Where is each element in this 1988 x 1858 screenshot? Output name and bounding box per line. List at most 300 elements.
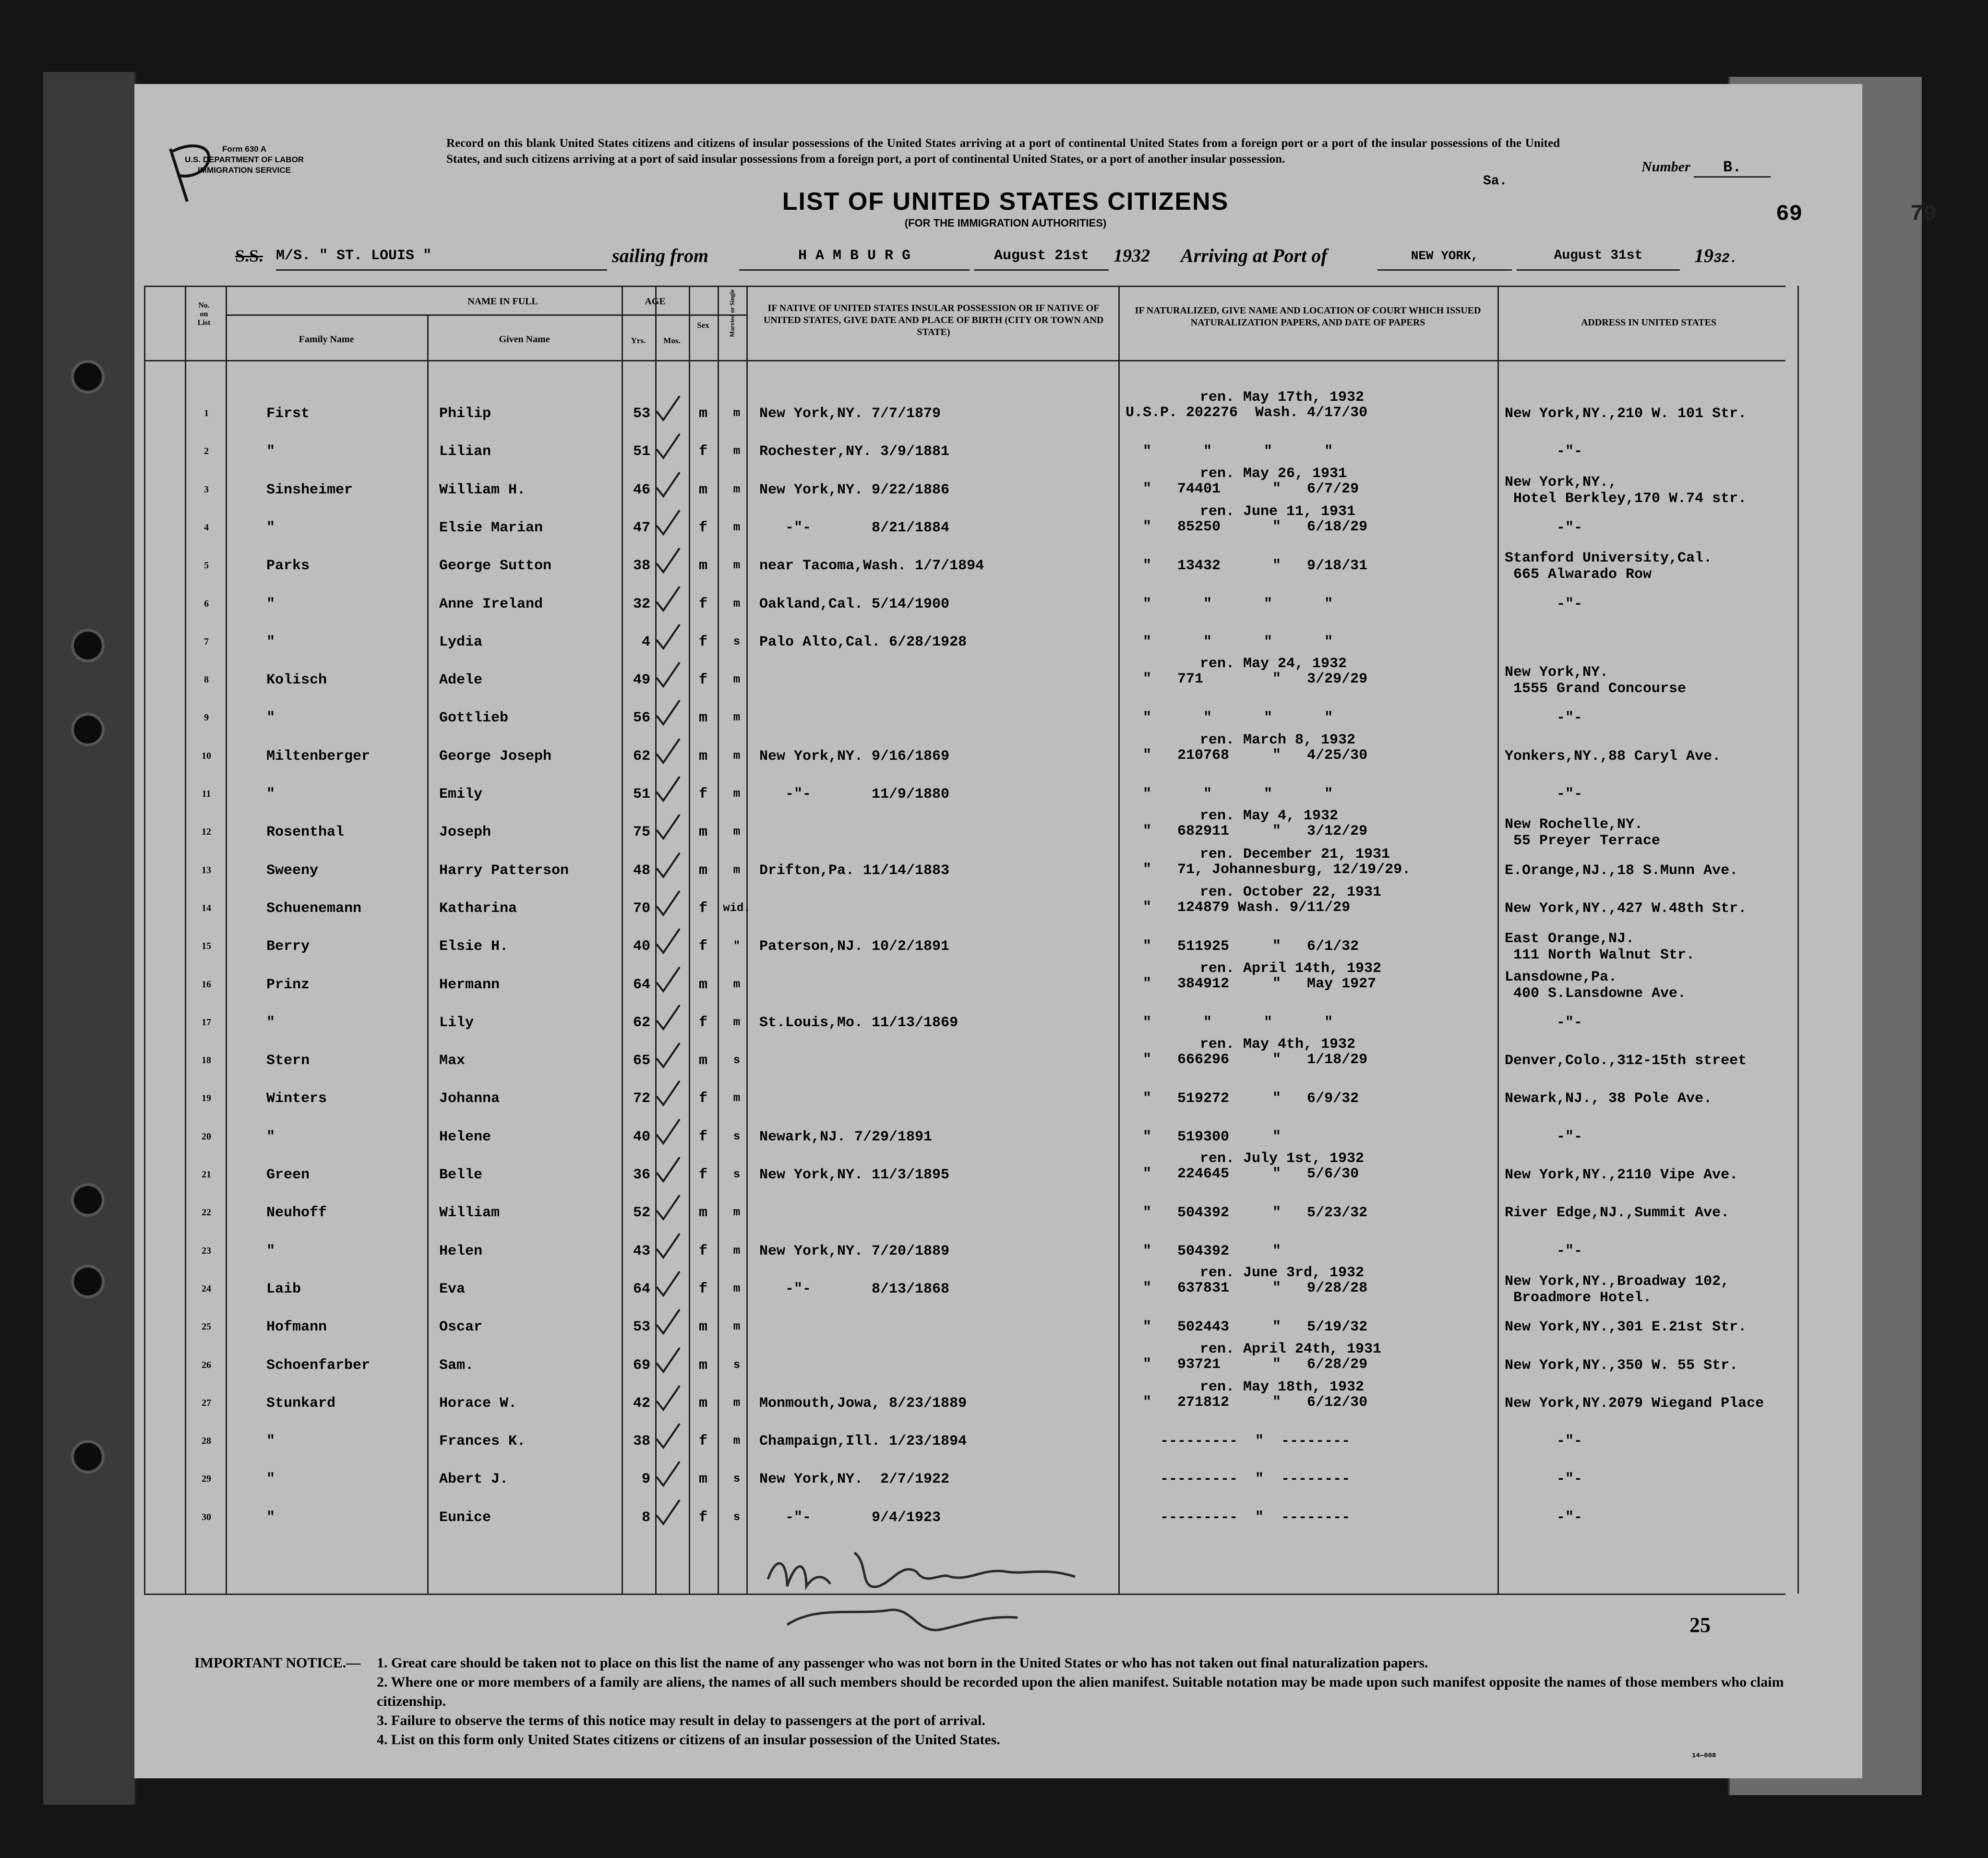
check-mark-icon	[653, 623, 682, 650]
family-name-cell: Laib	[266, 1281, 301, 1297]
marital-status-cell: m	[733, 978, 741, 991]
row-number-cell: 22	[202, 1207, 211, 1218]
family-name-cell: Green	[266, 1167, 310, 1183]
check-mark-icon	[653, 1461, 682, 1487]
row-number-cell: 20	[202, 1131, 211, 1142]
sex-cell: m	[698, 1357, 707, 1374]
naturalization-renewal-cell: ren. March 8, 1932	[1200, 731, 1356, 748]
row-number-cell: 23	[202, 1245, 211, 1256]
notice-item: 4. List on this form only United States citizens or citizens of an insular possession of the United States.	[377, 1732, 1000, 1748]
family-name-cell: Stern	[266, 1053, 310, 1069]
binder-hole	[71, 1265, 105, 1298]
birthplace-cell: Monmouth,Jowa, 8/23/1889	[759, 1395, 967, 1412]
arrival-year-suffix: 32.	[1713, 252, 1738, 266]
age-years-cell: 4	[641, 634, 650, 650]
notice-item: 2. Where one or more members of a family are aliens, the names of all such members should be recorded upon the alien manifest. Suitable notation may be made upon such manifest opposite the names of those members who claim citizenship.	[377, 1674, 1784, 1709]
marital-status-cell: s	[733, 635, 741, 648]
arrival-year-prefix: 19	[1694, 245, 1713, 266]
row-number-cell: 25	[202, 1321, 211, 1332]
sex-cell: m	[698, 824, 707, 841]
marital-status-cell: m	[733, 749, 741, 763]
header-naturalization: IF NATURALIZED, GIVE NAME AND LOCATION OF COURT WHICH ISSUED NATURALIZATION PAPERS, AND DATE OF PAPERS	[1135, 305, 1481, 328]
given-name-cell: George Joseph	[439, 748, 552, 765]
address-cell-line2: Broadmore Hotel.	[1505, 1289, 1652, 1306]
check-mark-icon	[653, 738, 682, 765]
header-mos: Mos.	[663, 336, 681, 345]
header-address: ADDRESS IN UNITED STATES	[1581, 317, 1717, 328]
marital-status-cell: m	[733, 1320, 741, 1334]
check-mark-icon	[653, 1118, 682, 1145]
birthplace-cell: New York,NY. 11/3/1895	[759, 1167, 950, 1183]
sex-cell: m	[698, 862, 707, 879]
address-cell: -"-	[1505, 1243, 1583, 1259]
address-cell: E.Orange,NJ.,18 S.Munn Ave.	[1505, 862, 1738, 879]
departure-year: 1932	[1114, 246, 1150, 266]
row-number-cell: 16	[202, 979, 211, 990]
given-name-cell: Anne Ireland	[439, 596, 543, 612]
check-mark-icon	[653, 1423, 682, 1450]
address-cell-line2: 400 S.Lansdowne Ave.	[1505, 985, 1687, 1002]
subheader-rule	[226, 314, 746, 316]
marital-status-cell: wid.	[723, 901, 751, 915]
form-identifier: Form 630 A U.S. DEPARTMENT OF LABOR IMMIGRATION SERVICE	[185, 144, 304, 175]
marital-status-cell: m	[733, 1016, 741, 1029]
vessel-prefix-struck: S.S.	[235, 246, 263, 265]
departure-date: August 21st	[974, 242, 1109, 271]
sex-cell: f	[698, 519, 707, 536]
row-number-cell: 10	[202, 750, 211, 761]
binder-strip	[43, 72, 136, 1805]
notice-item: 1. Great care should be taken not to place on this list the name of any passenger who was not born in the United States or who has not taken out final naturalization papers.	[377, 1655, 1428, 1671]
form-subtitle: (FOR THE IMMIGRATION AUTHORITIES)	[904, 217, 1107, 229]
check-mark-icon	[653, 1347, 682, 1374]
naturalization-cell: " 637831 " 9/28/28	[1126, 1280, 1368, 1296]
vessel-field	[276, 242, 607, 271]
given-name-cell: Emily	[439, 786, 483, 803]
birthplace-cell: St.Louis,Mo. 11/13/1869	[759, 1014, 958, 1031]
sex-cell: m	[698, 710, 707, 727]
marital-status-cell: s	[733, 1168, 741, 1181]
naturalization-cell: " " " "	[1126, 1014, 1333, 1031]
naturalization-cell: U.S.P. 202276 Wash. 4/17/30	[1126, 405, 1368, 421]
address-cell: New York,NY.,350 W. 55 Str.	[1505, 1357, 1738, 1374]
column-rule	[144, 286, 145, 1594]
marital-status-cell: s	[733, 1054, 741, 1067]
given-name-cell: Sam.	[439, 1357, 474, 1374]
marital-status-cell: m	[733, 1435, 741, 1448]
check-mark-icon	[653, 699, 682, 726]
row-number-cell: 28	[202, 1436, 211, 1447]
marital-status-cell: m	[733, 521, 741, 534]
marital-status-cell: m	[733, 445, 741, 458]
address-cell: Stanford University,Cal.	[1505, 550, 1713, 567]
notice-list	[377, 1654, 1793, 1750]
check-mark-icon	[653, 547, 682, 574]
sex-cell: f	[698, 634, 707, 650]
vessel-name: " ST. LOUIS "	[319, 248, 432, 264]
naturalization-cell: --------- " --------	[1126, 1433, 1351, 1450]
naturalization-cell: " 124879 Wash. 9/11/29	[1126, 899, 1351, 916]
row-number-cell: 21	[202, 1169, 211, 1180]
form-title: LIST OF UNITED STATES CITIZENS	[782, 188, 1229, 216]
age-years-cell: 49	[633, 672, 650, 689]
family-name-cell: "	[266, 710, 275, 727]
sa-mark: Sa.	[1483, 174, 1508, 189]
given-name-cell: Elsie Marian	[439, 519, 543, 536]
check-mark-icon	[653, 395, 682, 422]
given-name-cell: Johanna	[439, 1091, 500, 1107]
naturalization-renewal-cell: ren. July 1st, 1932	[1200, 1151, 1365, 1167]
notice-label: IMPORTANT NOTICE.—	[194, 1655, 361, 1671]
naturalization-cell: " " " "	[1126, 444, 1333, 460]
family-name-cell: Prinz	[266, 976, 310, 993]
family-name-cell: "	[266, 1014, 275, 1031]
check-mark-icon	[653, 471, 682, 498]
column-rule	[427, 314, 429, 1594]
naturalization-renewal-cell: ren. May 4th, 1932	[1200, 1036, 1356, 1053]
naturalization-cell: " 93721 " 6/28/29	[1126, 1356, 1368, 1373]
binder-hole	[71, 360, 105, 394]
given-name-cell: Eva	[439, 1281, 466, 1297]
address-cell: New York,NY.,2110 Vipe Ave.	[1505, 1167, 1738, 1183]
check-mark-icon	[653, 1156, 682, 1183]
naturalization-cell: " 210768 " 4/25/30	[1126, 747, 1368, 764]
address-cell: New York,NY.,210 W. 101 Str.	[1505, 406, 1747, 422]
age-years-cell: 64	[633, 1281, 650, 1297]
column-rule	[1497, 286, 1499, 1594]
age-years-cell: 38	[633, 1433, 650, 1450]
birthplace-cell: Oakland,Cal. 5/14/1900	[759, 596, 950, 612]
family-name-cell: Miltenberger	[266, 748, 371, 765]
marital-status-cell: m	[733, 1092, 741, 1105]
address-cell: River Edge,NJ.,Summit Ave.	[1505, 1205, 1730, 1222]
row-number-cell: 17	[202, 1017, 211, 1028]
naturalization-cell: " " " "	[1126, 596, 1333, 612]
sex-cell: f	[698, 596, 707, 612]
address-cell: -"-	[1505, 786, 1583, 803]
check-mark-icon	[653, 1233, 682, 1259]
number-label: Number	[1641, 159, 1690, 175]
family-name-cell: "	[266, 1471, 275, 1488]
birthplace-cell: New York,NY. 7/7/1879	[759, 406, 941, 422]
age-years-cell: 51	[633, 444, 650, 460]
sex-cell: m	[698, 406, 707, 422]
marital-status-cell: m	[733, 483, 741, 496]
marital-status-cell: m	[733, 407, 741, 420]
family-name-cell: "	[266, 1243, 275, 1259]
age-years-cell: 62	[633, 748, 650, 765]
sailing-from-label: sailing from	[612, 245, 709, 266]
arrival-date: August 31st	[1517, 242, 1680, 271]
birthplace-cell: Palo Alto,Cal. 6/28/1928	[759, 634, 967, 650]
given-name-cell: Lilian	[439, 444, 491, 460]
departure-port: H A M B U R G	[739, 242, 970, 271]
naturalization-cell: " 511925 " 6/1/32	[1126, 938, 1359, 955]
naturalization-renewal-cell: ren. June 11, 1931	[1200, 503, 1356, 520]
age-years-cell: 64	[633, 976, 650, 993]
naturalization-cell: --------- " --------	[1126, 1509, 1351, 1526]
sex-cell: m	[698, 748, 707, 765]
family-name-cell: "	[266, 596, 275, 612]
birthplace-cell: New York,NY. 9/16/1869	[759, 748, 950, 765]
age-years-cell: 65	[633, 1053, 650, 1069]
footer-code: 14—608	[1692, 1752, 1716, 1760]
arrival-year	[1694, 242, 1737, 269]
sex-cell: m	[698, 1395, 707, 1412]
sex-cell: f	[698, 1091, 707, 1107]
given-name-cell: Helen	[439, 1243, 483, 1259]
naturalization-cell: " 74401 " 6/7/29	[1126, 480, 1359, 497]
birthplace-cell: New York,NY. 2/7/1922	[759, 1471, 950, 1488]
marital-status-cell: m	[733, 788, 741, 801]
given-name-cell: Eunice	[439, 1509, 491, 1526]
sex-cell: f	[698, 1243, 707, 1259]
row-number-cell: 24	[202, 1283, 211, 1294]
age-years-cell: 52	[633, 1205, 650, 1222]
age-years-cell: 48	[633, 862, 650, 879]
header-yrs: Yrs.	[631, 336, 646, 345]
family-name-cell: Neuhoff	[266, 1205, 327, 1222]
table-top-rule	[144, 286, 1785, 287]
naturalization-cell: " 682911 " 3/12/29	[1126, 823, 1368, 840]
address-cell: -"-	[1505, 519, 1583, 536]
given-name-cell: Philip	[439, 406, 491, 422]
age-years-cell: 40	[633, 1128, 650, 1145]
marital-status-cell: m	[733, 1396, 741, 1410]
given-name-cell: Max	[439, 1053, 466, 1069]
address-cell: New York,NY.,Broadway 102,	[1505, 1273, 1730, 1290]
sex-cell: f	[698, 1281, 707, 1297]
column-rule	[185, 286, 186, 1594]
sex-cell: f	[698, 1014, 707, 1031]
address-cell: Newark,NJ., 38 Pole Ave.	[1505, 1091, 1713, 1107]
row-number-cell: 13	[202, 864, 211, 875]
sex-cell: f	[698, 444, 707, 460]
row-number-cell: 2	[204, 446, 209, 457]
check-mark-icon	[653, 661, 682, 688]
given-name-cell: Katharina	[439, 900, 517, 917]
age-years-cell: 9	[641, 1471, 650, 1488]
check-mark-icon	[653, 509, 682, 536]
row-number-cell: 8	[204, 674, 209, 685]
address-cell: New York,NY.2079 Wiegand Place	[1505, 1395, 1764, 1412]
naturalization-renewal-cell: ren. April 14th, 1932	[1200, 960, 1382, 977]
address-cell: -"-	[1505, 1471, 1583, 1488]
address-cell-line2: Hotel Berkley,170 W.74 str.	[1505, 490, 1747, 507]
given-name-cell: Harry Patterson	[439, 862, 569, 879]
birthplace-cell: Drifton,Pa. 11/14/1883	[759, 862, 950, 879]
row-number-cell: 15	[202, 941, 211, 952]
row-number-cell: 11	[202, 789, 211, 799]
given-name-cell: Frances K.	[439, 1433, 526, 1450]
address-cell-line2: 665 Alwarado Row	[1505, 566, 1652, 583]
sex-cell: f	[698, 1128, 707, 1145]
sex-cell: m	[698, 1319, 707, 1336]
check-mark-icon	[653, 890, 682, 917]
check-mark-icon	[653, 1308, 682, 1335]
header-no: No. on List	[197, 301, 211, 327]
row-number-cell: 19	[202, 1093, 211, 1104]
marital-status-cell: m	[733, 597, 741, 611]
address-cell: -"-	[1505, 1509, 1583, 1526]
row-number-cell: 12	[202, 827, 211, 838]
family-name-cell: Hofmann	[266, 1319, 327, 1336]
family-name-cell: Berry	[266, 938, 310, 955]
sex-cell: f	[698, 938, 707, 955]
age-years-cell: 40	[633, 938, 650, 955]
age-years-cell: 56	[633, 710, 650, 727]
naturalization-cell: " " " "	[1126, 786, 1333, 803]
birthplace-cell: Rochester,NY. 3/9/1881	[759, 444, 950, 460]
family-name-cell: Sinsheimer	[266, 481, 353, 498]
arrival-port: NEW YORK,	[1377, 242, 1512, 271]
marital-status-cell: m	[733, 1282, 741, 1295]
given-name-cell: William	[439, 1205, 500, 1222]
age-years-cell: 51	[633, 786, 650, 803]
header-sex: Sex	[697, 321, 709, 330]
check-mark-icon	[653, 433, 682, 460]
family-name-cell: Schoenfarber	[266, 1357, 371, 1374]
marital-status-cell: m	[733, 559, 741, 573]
vessel-prefix: M/S.	[276, 248, 311, 264]
check-mark-icon	[653, 966, 682, 993]
address-cell: Denver,Colo.,312-15th street	[1505, 1053, 1747, 1069]
address-cell: New York,NY.,427 W.48th Str.	[1505, 900, 1747, 917]
tally-count: 25	[1689, 1613, 1711, 1637]
marital-status-cell: m	[733, 1206, 741, 1220]
given-name-cell: Oscar	[439, 1319, 483, 1336]
naturalization-cell: " " " "	[1126, 710, 1333, 727]
sex-cell: m	[698, 1205, 707, 1222]
given-name-cell: Abert J.	[439, 1471, 509, 1488]
header-name-in-full: NAME IN FULL	[467, 296, 538, 307]
family-name-cell: First	[266, 406, 310, 422]
birthplace-cell: Newark,NJ. 7/29/1891	[759, 1128, 933, 1145]
family-name-cell: "	[266, 1433, 275, 1450]
family-name-cell: Stunkard	[266, 1395, 336, 1412]
naturalization-cell: " 384912 " May 1927	[1126, 975, 1377, 992]
row-number-cell: 27	[202, 1397, 211, 1408]
row-number-cell: 4	[204, 522, 209, 533]
age-years-cell: 53	[633, 1319, 650, 1336]
naturalization-cell: " " " "	[1126, 634, 1333, 650]
address-cell: -"-	[1505, 1128, 1583, 1145]
column-rule	[1118, 286, 1120, 1594]
given-name-cell: Belle	[439, 1167, 483, 1183]
binder-hole	[71, 713, 105, 746]
check-mark-icon	[653, 586, 682, 612]
row-number-cell: 7	[204, 636, 209, 647]
column-rule	[689, 286, 690, 1594]
check-mark-icon	[653, 814, 682, 840]
naturalization-renewal-cell: ren. April 24th, 1931	[1200, 1341, 1382, 1357]
given-name-cell: Elsie H.	[439, 938, 509, 955]
address-cell: -"-	[1505, 596, 1583, 612]
row-number-cell: 5	[204, 560, 209, 571]
address-cell: East Orange,NJ.	[1505, 931, 1635, 947]
family-name-cell: "	[266, 1128, 275, 1145]
row-number-cell: 9	[204, 712, 209, 723]
form-preamble: Record on this blank United States citizens and citizens of insular possessions of the United States arriving at a port of continental United States from a foreign port or a port of the insular possessions of the United States, and such citizens arriving at a port of said insular possessions from a foreign port, a port of continental United States, or a port of another insular possession.	[446, 137, 1560, 166]
number-field	[1641, 158, 1771, 178]
naturalization-cell: " 519272 " 6/9/32	[1126, 1091, 1359, 1107]
age-years-cell: 43	[633, 1243, 650, 1259]
age-years-cell: 70	[633, 900, 650, 917]
check-mark-icon	[653, 776, 682, 803]
column-rule	[622, 286, 623, 1594]
header-birthplace: IF NATIVE OF UNITED STATES INSULAR POSSESSION OR IF NATIVE OF UNITED STATES, GIVE DATE AND PLACE OF BIRTH (CITY OR TOWN AND STATE)	[763, 303, 1104, 337]
check-mark-icon	[653, 852, 682, 879]
age-years-cell: 53	[633, 406, 650, 422]
birthplace-cell: -"- 8/21/1884	[759, 519, 950, 536]
check-mark-icon	[653, 1385, 682, 1412]
naturalization-cell: " 13432 " 9/18/31	[1126, 558, 1368, 575]
age-years-cell: 46	[633, 481, 650, 498]
naturalization-cell: " 85250 " 6/18/29	[1126, 518, 1368, 535]
address-cell: New Rochelle,NY.	[1505, 816, 1643, 833]
marital-status-cell: m	[733, 711, 741, 725]
header-age: AGE	[645, 296, 666, 307]
naturalization-cell: " 224645 " 5/6/30	[1126, 1166, 1359, 1182]
number-value: B.	[1694, 158, 1771, 178]
check-mark-icon	[653, 1080, 682, 1107]
address-cell: -"-	[1505, 1014, 1583, 1031]
birthplace-cell: -"- 9/4/1923	[759, 1509, 941, 1526]
sex-cell: m	[698, 558, 707, 575]
row-number-cell: 14	[202, 902, 211, 913]
family-name-cell: "	[266, 786, 275, 803]
address-cell: -"-	[1505, 1433, 1583, 1450]
given-name-cell: Adele	[439, 672, 483, 689]
given-name-cell: Lily	[439, 1014, 474, 1031]
family-name-cell: Kolisch	[266, 672, 327, 689]
naturalization-cell: --------- " --------	[1126, 1471, 1351, 1488]
age-years-cell: 62	[633, 1014, 650, 1031]
marital-status-cell: s	[733, 1510, 741, 1524]
marital-status-cell: "	[733, 940, 741, 953]
naturalization-renewal-cell: ren. May 26, 1931	[1200, 465, 1347, 482]
address-cell: Lansdowne,Pa.	[1505, 969, 1617, 985]
given-name-cell: William H.	[439, 481, 526, 498]
birthplace-cell: near Tacoma,Wash. 1/7/1894	[759, 558, 984, 575]
naturalization-renewal-cell: ren. June 3rd, 1932	[1200, 1264, 1365, 1281]
row-number-cell: 6	[204, 598, 209, 609]
family-name-cell: Sweeny	[266, 862, 319, 879]
row-number-cell: 29	[202, 1474, 211, 1485]
given-name-cell: Horace W.	[439, 1395, 517, 1412]
age-years-cell: 42	[633, 1395, 650, 1412]
naturalization-cell: " 504392 "	[1126, 1243, 1281, 1259]
naturalization-renewal-cell: ren. December 21, 1931	[1200, 846, 1390, 863]
header-bottom-rule	[144, 360, 1785, 361]
header-family-name: Family Name	[299, 334, 354, 345]
row-number-cell: 18	[202, 1055, 211, 1066]
naturalization-cell: " 519300 "	[1126, 1128, 1281, 1145]
address-cell: New York,NY.,301 E.21st Str.	[1505, 1319, 1747, 1336]
sex-cell: m	[698, 976, 707, 993]
family-name-cell: "	[266, 1509, 275, 1526]
address-cell-line2: 111 North Walnut Str.	[1505, 947, 1695, 964]
family-name-cell: "	[266, 519, 275, 536]
address-cell: Yonkers,NY.,88 Caryl Ave.	[1505, 748, 1721, 765]
age-years-cell: 69	[633, 1357, 650, 1374]
arriving-label: Arriving at Port of	[1181, 245, 1328, 266]
header-married-or-single: Married or Single	[728, 289, 736, 337]
binder-hole	[71, 1183, 105, 1217]
age-years-cell: 75	[633, 824, 650, 841]
birthplace-cell: Champaign,Ill. 1/23/1894	[759, 1433, 967, 1450]
address-cell: New York,NY.,	[1505, 474, 1617, 491]
